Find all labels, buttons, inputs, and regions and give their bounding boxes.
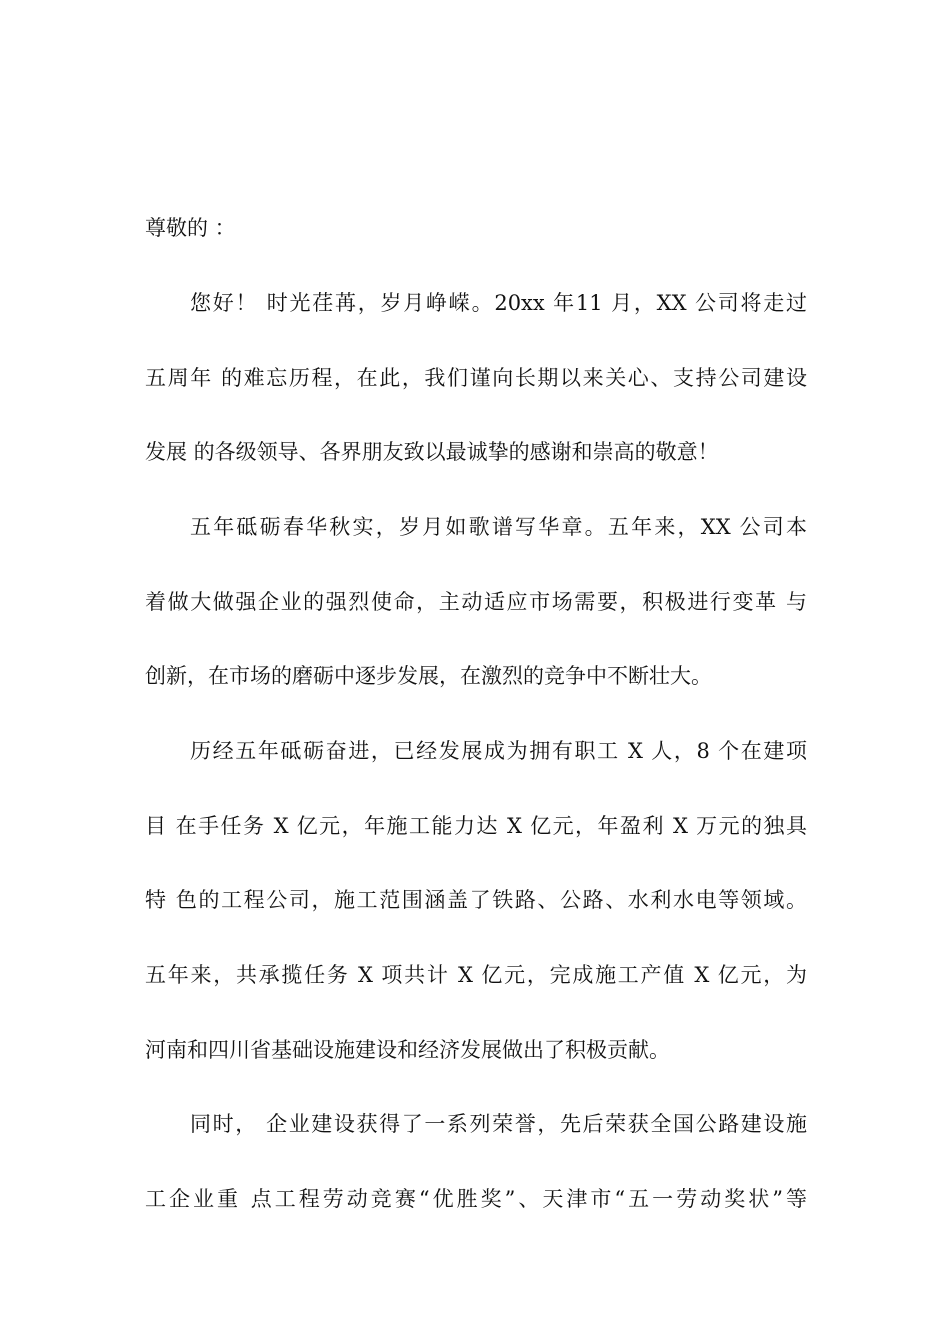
paragraph-3-line-4: 五年来，共承揽任务 X 项共计 X 亿元，完成施工产值 X 亿元，为 (145, 963, 807, 987)
salutation: 尊敬的 ： (145, 216, 236, 240)
paragraph-4-line-1: 同时， 企业建设获得了一系列荣誉，先后荣获全国公路建设施 (190, 1112, 807, 1136)
paragraph-3-line-2: 目 在手任务 X 亿元，年施工能力达 X 亿元，年盈利 X 万元的独具 (145, 814, 807, 838)
paragraph-2-line-1: 五年砥砺春华秋实，岁月如歌谱写华章。五年来，XX 公司本 (190, 515, 807, 539)
paragraph-3-line-5: 河南和四川省基础设施建设和经济发展做出了积极贡献。 (145, 1038, 670, 1062)
paragraph-4-line-2: 工企业重 点工程劳动竞赛“优胜奖”、天津市“五一劳动奖状”等 (145, 1187, 807, 1211)
paragraph-3-line-1: 历经五年砥砺奋进，已经发展成为拥有职工 X 人，8 个在建项 (190, 739, 807, 763)
paragraph-3-line-3: 特 色的工程公司，施工范围涵盖了铁路、公路、水利水电等领域。 (145, 888, 807, 912)
paragraph-2-line-3: 创新，在市场的磨砺中逐步发展，在激烈的竞争中不断壮大。 (145, 664, 712, 688)
paragraph-1-line-1: 您好！ 时光荏苒，岁月峥嵘。20xx 年11 月，XX 公司将走过 (190, 291, 807, 315)
paragraph-2-line-2: 着做大做强企业的强烈使命，主动适应市场需要，积极进行变革 与 (145, 590, 807, 614)
paragraph-1-line-2: 五周年 的难忘历程，在此，我们谨向长期以来关心、支持公司建设 (145, 366, 807, 390)
paragraph-1-line-3: 发展 的各级领导、各界朋友致以最诚挚的感谢和崇高的敬意！ (145, 440, 719, 464)
